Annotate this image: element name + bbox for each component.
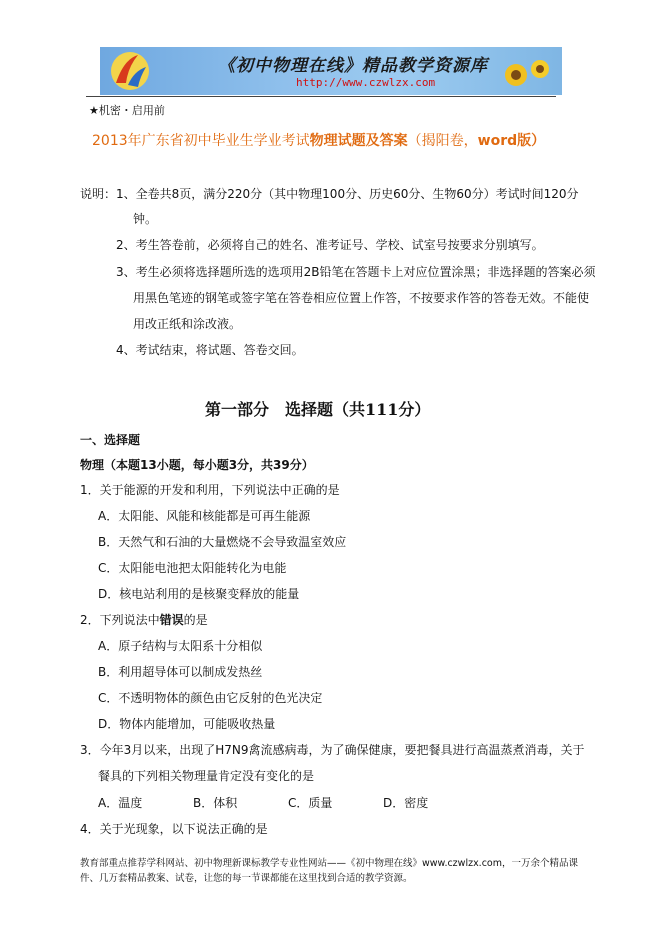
secret-label: ★机密・启用前 [89, 104, 165, 117]
question-option: A．原子结构与太阳系十分相似 [98, 639, 263, 653]
question-option: A．温度 [98, 796, 143, 810]
question-option: C．不透明物体的颜色由它反射的色光决定 [98, 691, 323, 705]
stem-emphasis: 错误 [159, 613, 184, 627]
header-banner [100, 47, 562, 95]
sunflower-icon [498, 53, 556, 93]
question-stem: 4．关于光现象，以下说法正确的是 [80, 822, 268, 836]
question-stem [80, 611, 208, 628]
footer-line: 件、几万套精品教案、试卷，让您的每一节课都能在这里找到合适的教学资源。 [80, 873, 413, 884]
instruction-line: 3、考生必须将选择题所选的选项用2B铅笔在答题卡上对应位置涂黑；非选择题的答案必须 [116, 265, 596, 279]
instruction-line: 用黑色笔迹的钢笔或签字笔在答卷相应位置上作答，不按要求作答的答卷无效。不能使 [133, 291, 590, 305]
question-option: B．天然气和石油的大量燃烧不会导致温室效应 [98, 535, 347, 549]
subsection-heading: 物理（本题13小题，每小题3分，共39分） [80, 458, 314, 472]
footer-line: 教育部重点推荐学科网站、初中物理新课标教学专业性网站——《初中物理在线》www.czwlzx.com，一万余个精品课 [80, 858, 578, 869]
instruction-line: 1、全卷共8页，满分220分（其中物理100分、历史60分、生物60分）考试时间120分 [116, 187, 579, 201]
instruction-line: 用改正纸和涂改液。 [133, 317, 242, 331]
title-part-c: （揭阳卷， [407, 133, 478, 149]
section-heading: 一、选择题 [80, 433, 141, 447]
title-part-b: 物理试题及答案 [309, 133, 408, 149]
banner-url[interactable]: http://www.czwlzx.com [296, 76, 436, 89]
header-rule [86, 96, 556, 97]
instruction-line: 4、考试结束，将试题、答卷交回。 [116, 343, 304, 357]
banner-title: 《初中物理在线》精品教学资源库 [218, 56, 488, 76]
title-part-a: 2013年广东省初中毕业生学业考试 [92, 133, 310, 149]
site-logo-icon [108, 49, 152, 93]
document-title [92, 130, 545, 150]
question-option: A．太阳能、风能和核能都是可再生能源 [98, 509, 311, 523]
question-stem: 1．关于能源的开发和利用，下列说法中正确的是 [80, 483, 340, 497]
instruction-line: 2、考生答卷前，必须将自己的姓名、准考证号、学校、试室号按要求分别填写。 [116, 238, 544, 252]
question-stem: 3．今年3月以来，出现了H7N9禽流感病毒，为了确保健康，要把餐具进行高温蒸煮消毒，关于 [80, 743, 585, 757]
stem-text: 的是 [183, 613, 208, 627]
part-title: 第一部分 选择题（共111分） [205, 400, 431, 419]
question-option: D．密度 [383, 796, 429, 810]
stem-text: 2．下列说法中 [80, 613, 160, 627]
question-option: C．太阳能电池把太阳能转化为电能 [98, 561, 287, 575]
question-option: D．物体内能增加，可能吸收热量 [98, 717, 276, 731]
instruction-line: 钟。 [133, 212, 158, 226]
question-option: B．利用超导体可以制成发热丝 [98, 665, 263, 679]
instructions-lead: 说明： [80, 187, 117, 201]
question-option: C．质量 [288, 796, 333, 810]
question-option: B．体积 [193, 796, 238, 810]
question-stem-cont: 餐具的下列相关物理量肯定没有变化的是 [98, 769, 315, 783]
question-option: D．核电站利用的是核聚变释放的能量 [98, 587, 300, 601]
title-part-d: word版） [477, 133, 546, 149]
